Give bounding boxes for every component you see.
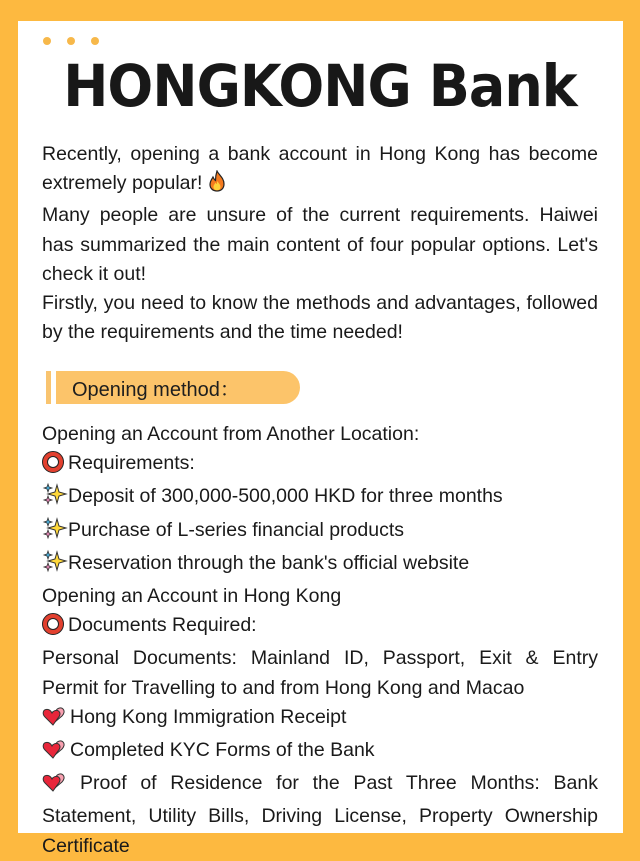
list-item xyxy=(42,482,598,515)
two-hearts-icon xyxy=(42,707,66,736)
sparkles-icon xyxy=(42,482,68,515)
list-item-text: Reservation through the bank's official website xyxy=(68,551,470,574)
list-item-text: Hong Kong Immigration Receipt xyxy=(70,705,347,728)
dot-icon xyxy=(67,37,75,45)
sparkles-icon xyxy=(42,516,68,549)
list-item xyxy=(42,516,598,549)
intro-text: Recently, opening a bank account in Hong Kong has become extremely popular! xyxy=(42,143,598,195)
intro-paragraph: Many people are unsure of the current requirements. Haiwei has summarized the main content of four popular options. Let's check it out! xyxy=(42,204,598,285)
two-hearts-icon xyxy=(42,740,66,769)
list-item xyxy=(42,736,598,769)
decor-dots xyxy=(43,37,99,45)
section-heading xyxy=(46,371,300,404)
intro-paragraph: Firstly, you need to know the methods and advantages, followed by the requirements and the time needed! xyxy=(42,292,598,344)
two-hearts-icon xyxy=(42,773,66,802)
dot-icon xyxy=(91,37,99,45)
section-pill xyxy=(56,371,300,404)
requirements-label-row xyxy=(42,449,598,482)
list-item xyxy=(42,549,598,582)
list-item-text: Purchase of L-series financial products xyxy=(68,518,405,541)
list-item-text: Completed KYC Forms of the Bank xyxy=(70,739,375,762)
personal-documents: Personal Documents: Mainland ID, Passport, Exit & Entry Permit for Travelling to and from Hong Kong and Macao xyxy=(42,647,598,699)
method-title: Opening an Account in Hong Kong xyxy=(42,585,342,608)
list-item-text: Deposit of 300,000-500,000 HKD for three months xyxy=(68,485,503,508)
page-title: HONGKONG Bank xyxy=(63,52,577,120)
list-item xyxy=(42,703,598,736)
dot-icon xyxy=(43,37,51,45)
red-circle-icon xyxy=(42,451,64,482)
fire-icon xyxy=(208,170,226,201)
intro-paragraph xyxy=(42,140,598,201)
methods-list xyxy=(42,420,598,861)
documents-label: Documents Required: xyxy=(68,614,257,637)
method-title: Opening an Account from Another Location: xyxy=(42,423,420,445)
section-heading-text: Opening method： xyxy=(72,379,240,401)
intro-section xyxy=(42,140,598,347)
section-accent-bar xyxy=(46,371,51,404)
documents-label-row xyxy=(42,611,598,644)
requirements-label: Requirements: xyxy=(68,452,195,475)
sparkles-icon xyxy=(42,549,68,582)
list-item xyxy=(42,769,598,861)
list-item-text: Proof of Residence for the Past Three Months: Bank Statement, Utility Bills, Driving License, Property Ownership Certificate xyxy=(42,772,598,857)
red-circle-icon xyxy=(42,613,64,644)
